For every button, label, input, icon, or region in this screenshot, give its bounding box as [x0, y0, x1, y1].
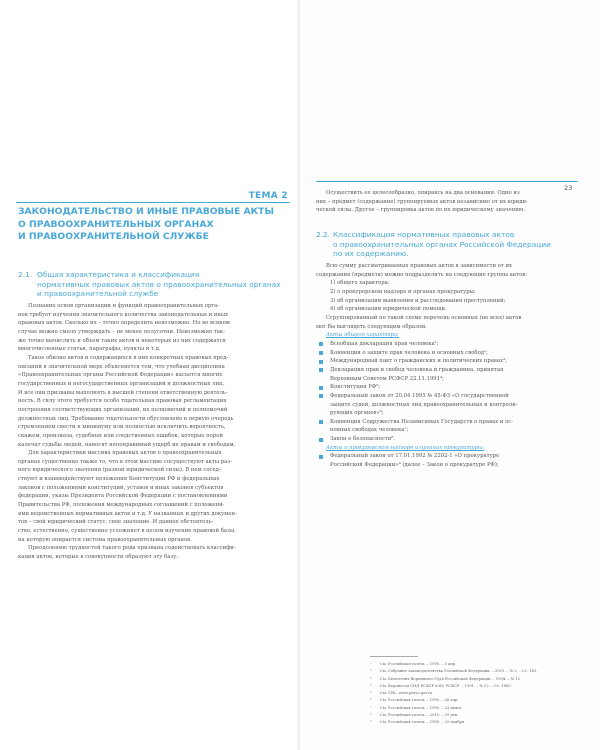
text-line: же точно вычислить и объем таких актов и некоторых из них содержатся: [18, 337, 226, 344]
bullet-square-icon: [319, 351, 323, 355]
group-item: 4) об организации юридической помощи.: [330, 306, 447, 313]
bullet-square-icon: [319, 455, 323, 459]
section-heading-line: по их содержанию.: [333, 249, 409, 259]
theme-label: ТЕМА 2: [248, 191, 288, 201]
bullet-text: защите судей, должностных лиц правоохранительных и контроли-: [330, 401, 518, 408]
footnote-number: ⁶: [370, 698, 372, 703]
bullet-text: Конституция РФ⁵;: [330, 384, 381, 391]
footnote-text: См. URL: www.pravo.gov.ru: [380, 691, 433, 695]
text-line: Сгруппированный по такой схеме перечень основных (не всех) актов: [326, 314, 522, 321]
subheading: Акты о прокурорском надзоре и органах прокуратуры:: [326, 444, 485, 451]
bullet-text: Конвенция о защите прав человека и основных свобод²;: [330, 349, 488, 356]
text-line: Осуществить ее целесообразно, опираясь на два основания. Одно из: [326, 190, 520, 196]
theme-title-line: ЗАКОНОДАТЕЛЬСТВО И ИНЫЕ ПРАВОВЫЕ АКТЫ: [18, 206, 274, 217]
text-line: стремлением свести к минимуму или полностью исключить вероятность,: [18, 424, 226, 431]
text-line: ство, естественно, существенно усложняет в целом изучение правовой базы,: [18, 528, 236, 535]
header-rule: [316, 181, 578, 182]
footnotes: [370, 661, 580, 726]
footnote: [370, 690, 580, 697]
theme-title-line: О ПРАВООХРАНИТЕЛЬНЫХ ОРГАНАХ: [18, 218, 214, 230]
text-line: тов – свой юридический статус, свое значение. И данное обстоятель-: [18, 519, 214, 526]
footnote: [370, 683, 580, 690]
bullet-text: Международный пакт о гражданских и политических правах³;: [330, 358, 507, 365]
footnote: [370, 712, 580, 719]
text-line: законов с положениями конституций, уставов и иных законов субъектов: [18, 484, 224, 491]
footnote-number: ³: [370, 676, 372, 681]
footnote-text: См. Российская газета. – 2010. – 29 дек.: [380, 712, 459, 717]
bullet-text: Федеральный закон от 20.04.1995 № 45-ФЗ «О государственной: [330, 392, 509, 399]
text-line: мог бы выглядеть следующим образом.: [316, 323, 427, 330]
text-line: построения соответствующих организаций, их полномочий и полномочий: [18, 406, 228, 413]
section-number: 2.2.: [316, 230, 331, 239]
footnote: [370, 719, 580, 726]
text-line: ного юридического значения (разной юридической силы). В нем сосед-: [18, 467, 221, 474]
bullet-item: [316, 357, 578, 366]
section-number: 2.1.: [18, 270, 33, 279]
bullet-text: Федеральный закон от 17.01.1992 № 2202-1 «О прокуратуре: [330, 453, 500, 460]
text-line: писаний в значительной мере объясняется тем, что учебная дисциплина: [18, 363, 225, 370]
text-line: правовых актов. Сколько их – точно определить невозможно. Но во всяком: [18, 320, 230, 327]
section-heading-line: нормативных правовых актов о правоохранительных органах: [37, 279, 281, 289]
text-line: кация актов, которые в совокупности образуют эту базу.: [18, 554, 179, 561]
footnote-rule: [370, 656, 418, 657]
theme-title-line: И ПРАВООХРАНИТЕЛЬНОЙ СЛУЖБЕ: [18, 231, 209, 242]
bullet-item: [316, 392, 578, 418]
text-line: должностных лиц. Требование тщательности обусловлено в первую очередь: [18, 415, 234, 422]
footnote-number: ¹: [370, 662, 372, 666]
bullet-square-icon: [319, 342, 323, 346]
section-heading-2-2: [316, 230, 578, 259]
text-line: федерации, указы Президента Российской Федерации с постановлениями: [18, 493, 228, 500]
bullet-text: Закон о безопасности⁸.: [330, 436, 396, 443]
bullet-text: Конвенция Содружества Независимых Государств о правах и ос-: [330, 418, 514, 425]
bullet-square-icon: [319, 360, 323, 364]
text-line: нов требует изучения значительного количества законодательных и иных: [18, 311, 229, 318]
text-line: Правительства РФ, положения международных соглашений с положени-: [18, 502, 225, 509]
footnote-number: ²: [370, 669, 372, 674]
right-body-text: [316, 262, 578, 470]
page-number: 23: [564, 184, 573, 192]
footnote: [370, 697, 580, 704]
group-item: 3) об организации выявления и расследования преступлений;: [330, 297, 506, 304]
text-line: Для характеристики массива правовых актов о правоохранительных: [28, 450, 222, 457]
text-line: многочисленные статьи, параграфы, пункты и т.д.: [18, 346, 161, 353]
text-line: ность. В силу этого требуется особо тщательная правовая регламентация: [18, 398, 227, 405]
text-line: «Правоохранительные органы Российской Федерации» касается многих: [18, 372, 223, 379]
bullet-text: рующих органов»⁶;: [330, 410, 384, 417]
bullet-item: [316, 383, 578, 392]
bullet-square-icon: [319, 368, 323, 372]
section-heading-2-1: [18, 270, 290, 299]
bullet-text: новных свободах человека⁷;: [330, 427, 409, 434]
footnote-text: См. Собрание законодательства Российской Федерации. – 2001. – № 2. – Ст. 163.: [380, 669, 538, 674]
text-line: ческой силы. Другое – группировка актов по их юридическому значению.: [316, 207, 526, 214]
text-line: калечат судьбы людей, наносят непоправимый ущерб их правам и свободам.: [18, 441, 236, 448]
bullet-item: [316, 418, 578, 435]
footnote-number: ⁹: [370, 720, 372, 724]
text-line: Всю сумму рассматриваемых правовых актов в зависимости от их: [326, 263, 513, 269]
footnote: [370, 661, 580, 668]
bullet-square-icon: [319, 386, 323, 390]
group-item: 1) общего характера;: [330, 280, 390, 287]
bullet-text: Декларация прав и свобод человека и гражданина, принятая: [330, 366, 504, 373]
bullet-square-icon: [319, 394, 323, 398]
footnote-number: ⁸: [370, 712, 372, 717]
section-heading-line: Классификация нормативных правовых актов: [333, 230, 515, 239]
bullet-item: [316, 349, 578, 358]
text-line: ями ведомственных нормативных актов и т.д. У названных и других докумен-: [18, 510, 237, 517]
bullet-item: [316, 366, 578, 383]
text-line: государственных и негосударственных организаций и должностных лиц.: [18, 380, 225, 387]
section-heading-line: о правоохранительных органах Российской Федерации: [333, 239, 551, 249]
footnote-number: ⁷: [370, 705, 372, 710]
bullet-square-icon: [319, 420, 323, 424]
bullet-item: [316, 435, 578, 444]
footnote-text: См. Российская газета. – 1995. – 25 ноября.: [380, 720, 466, 724]
bullet-text: Всеобщая декларация прав человека¹;: [330, 340, 439, 347]
subheading: Акты общего характера:: [326, 332, 399, 339]
bullet-square-icon: [319, 438, 323, 442]
text-line: ствуют и взаимодействуют положения Конституции РФ и федеральных: [18, 476, 220, 483]
footnote-number: ⁵: [370, 691, 372, 695]
section-heading-line: Общая характеристика и классификация: [37, 270, 200, 279]
footnote-text: См. Российская газета. – 1995. – 23 июня.: [380, 705, 463, 710]
text-line: содержания (предмета) можно подразделить на следующие группы актов:: [316, 271, 528, 278]
right-intro-text: [316, 189, 578, 215]
text-line: И все они призваны выполнять в высшей степени ответственную деятель-: [18, 389, 228, 396]
text-line: на которую опирается система правоохранительных органов.: [18, 536, 192, 543]
footnote-text: См. Бюллетень Верховного Суда Российской Федерации. – 1994. – № 12.: [380, 676, 522, 681]
bullet-text: Верховным Советом РСФСР 22.11.1991⁴;: [330, 375, 444, 382]
text-line: скажем, произвола, судебных или следственных ошибок, которые порой: [18, 432, 223, 439]
footnote: [370, 676, 580, 683]
theme-title: [18, 206, 290, 244]
group-item: 2) о прокурорском надзоре и органах прокуратуры;: [330, 288, 476, 295]
footnote: [370, 668, 580, 675]
theme-rule: [16, 202, 290, 203]
text-line: Преодолению трудностей такого рода призвана содействовать классифи-: [28, 545, 236, 552]
section-heading-line: и правоохранительной службе: [37, 289, 159, 299]
text-line: случае можно смело утверждать – не менее полусотни. Невозможно так-: [18, 328, 226, 335]
bullet-text: Российской Федерации»⁹ (далее – Закон о прокуратуре РФ);: [330, 462, 499, 469]
bullet-item: [316, 340, 578, 349]
text-line: Такое обилие актов и содержащихся в них конкретных правовых пред-: [28, 354, 229, 361]
left-body-text: [18, 302, 290, 562]
bullet-item: [316, 452, 578, 469]
footnote-number: ⁴: [370, 683, 372, 688]
text-line: них – предмет (содержание) группируемых актов независимо от их юриди-: [316, 198, 528, 205]
footnote: [370, 705, 580, 712]
text-line: Познание основ организации и функций правоохранительных орга-: [28, 303, 220, 309]
text-line: органах существенно также то, что в этом массиве сосуществуют акты раз-: [18, 458, 232, 465]
footnote-text: См. Российская газета. – 1995. – 26 апр.: [380, 698, 459, 703]
footnote-text: См. Ведомости СНД РСФСР и ВС РСФСР. – 1991. – № 52. – Ст. 1865.: [380, 683, 512, 688]
footnote-text: См. Российская газета. – 1995. – 5 апр.: [380, 662, 457, 666]
